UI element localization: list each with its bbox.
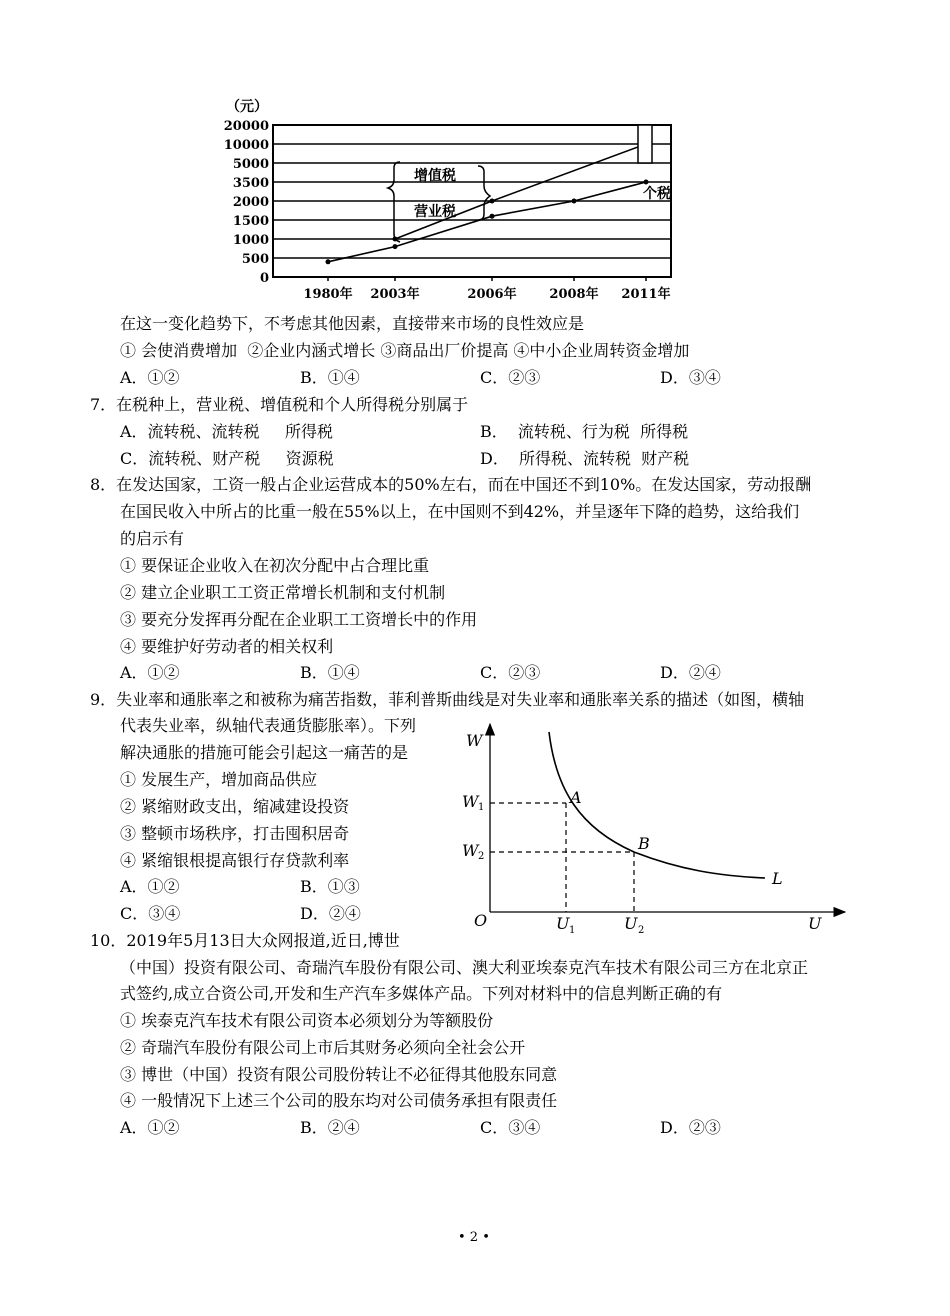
q9-option-a: A．①② (120, 877, 180, 896)
brace-box-2011 (638, 125, 652, 163)
q10-option-d: D．②③ (660, 1118, 721, 1137)
y-tick-labels (224, 119, 269, 286)
q6-option-b: B．①④ (300, 368, 360, 387)
phillips-curve (549, 732, 765, 878)
y-tick-label: 20000 (223, 119, 269, 134)
q8-stem-line1: 8．在发达国家，工资一般占企业运营成本的50%左右，而在中国还不到10%。在发达国家，劳动报酬 (90, 475, 812, 494)
q10-item-4: ④ 一般情况下上述三个公司的股东均对公司债务承担有限责任 (120, 1091, 558, 1110)
y-tick-label: 0 (259, 271, 269, 286)
label-geshui: 个税 (643, 186, 671, 202)
data-point (572, 199, 577, 204)
y-tick-label: 1500 (232, 214, 269, 229)
q7-option-b: B． 流转税、行为税 所得税 (480, 422, 689, 441)
origin-label: O (474, 911, 488, 930)
q7-stem: 7．在税种上，营业税、增值税和个人所得税分别属于 (90, 395, 469, 414)
axis-label-w: W (466, 731, 483, 750)
q6-option-c: C．②③ (480, 368, 541, 387)
x-tick-label: 1980年 (303, 287, 353, 302)
y-tick-label: 5000 (232, 157, 269, 172)
q9-option-c: C．③④ (120, 904, 181, 923)
q10-item-2: ② 奇瑞汽车股份有限公司上市后其财务必须向全社会公开 (120, 1038, 526, 1057)
label-u1: U (556, 914, 570, 933)
point-a-label: A (570, 788, 582, 807)
label-w1: W (462, 792, 479, 811)
q8-option-d: D．②④ (660, 663, 721, 682)
q8-option-c: C．②③ (480, 663, 541, 682)
q10-item-3: ③ 博世（中国）投资有限公司股份转让不必征得其他股东同意 (120, 1065, 558, 1084)
q8-stem-line2: 在国民收入中所占的比重一般在55%以上，在中国则不到42%，并呈逐年下降的趋势，这给我们 (120, 502, 800, 521)
q8-option-a: A．①② (120, 663, 180, 682)
q9-option-d: D．②④ (300, 904, 361, 923)
x-tick-label: 2003年 (370, 287, 420, 302)
q10-stem-line2: （中国）投资有限公司、奇瑞汽车股份有限公司、澳大利亚埃泰克汽车技术有限公司三方在北京正 (120, 958, 809, 977)
page-number: • 2 • (458, 1230, 490, 1245)
q10-option-c: C．③④ (480, 1118, 541, 1137)
q9-item-3: ③ 整顿市场秩序，打击囤积居奇 (120, 824, 350, 843)
sub-u2: 2 (638, 925, 645, 936)
y-tick-label: 10000 (223, 138, 269, 153)
point-b-label: B (638, 834, 650, 853)
q10-option-b: B．②④ (300, 1118, 360, 1137)
q6-option-d: D．③④ (660, 368, 721, 387)
q8-stem-line3: 的启示有 (120, 529, 185, 548)
q9-option-b: B．①③ (300, 877, 360, 896)
y-tick-label: 2000 (232, 195, 269, 210)
q7-option-d: D． 所得税、流转税 财产税 (480, 449, 690, 468)
q10-item-1: ① 埃泰克汽车技术有限公司资本必须划分为等额股份 (120, 1011, 494, 1030)
q6-stem: 在这一变化趋势下，不考虑其他因素，直接带来市场的良性效应是 (120, 314, 585, 333)
q10-stem-line3: 式签约,成立合资公司,开发和生产汽车多媒体产品。下列对材料中的信息判断正确的有 (120, 984, 723, 1003)
q8-item-3: ③ 要充分发挥再分配在企业职工工资增长中的作用 (120, 610, 478, 629)
label-u2: U (624, 914, 638, 933)
x-tick-label: 2011年 (621, 287, 671, 302)
q8-item-4: ④ 要维护好劳动者的相关权利 (120, 637, 334, 656)
x-tick-label: 2008年 (549, 287, 599, 302)
q7-option-c: C．流转税、财产税 资源税 (120, 449, 334, 468)
chart-unit-label: （元） (226, 99, 268, 115)
label-zengzhi: 增值税 (414, 168, 456, 184)
data-point (393, 244, 398, 249)
brace-right (478, 166, 490, 220)
sub-w1: 1 (478, 802, 485, 813)
q8-item-2: ② 建立企业职工工资正常增长机制和支付机制 (120, 583, 446, 602)
sub-w2: 2 (478, 851, 485, 862)
q7-option-a: A．流转税、流转税 所得税 (120, 422, 333, 441)
dashed-guides (490, 803, 634, 912)
axis-label-u: U (808, 914, 822, 933)
data-point (644, 180, 649, 185)
q8-item-1: ① 要保证企业收入在初次分配中占合理比重 (120, 556, 430, 575)
y-tick-label: 3500 (232, 176, 269, 191)
q8-option-b: B．①④ (300, 663, 360, 682)
label-w2: W (462, 841, 479, 860)
q10-option-a: A．①② (120, 1118, 180, 1137)
y-tick-label: 500 (241, 252, 269, 267)
data-point (326, 259, 331, 264)
data-point (490, 214, 495, 219)
brace-yingye (394, 200, 400, 242)
q10-stem-line1: 10．2019年5月13日大众网报道,近日,博世 (90, 931, 400, 950)
brace-zengzhi (388, 162, 400, 200)
sub-u1: 1 (569, 925, 576, 936)
series-lines (326, 142, 649, 265)
curve-label-l: L (772, 869, 783, 888)
q6-option-a: A．①② (120, 368, 180, 387)
q9-item-4: ④ 紧缩银根提高银行存贷款利率 (120, 851, 350, 870)
q9-stem-line1: 9．失业率和通胀率之和被称为痛苦指数，菲利普斯曲线是对失业率和通胀率关系的描述（如图，横轴 (90, 690, 805, 709)
q9-item-2: ② 紧缩财政支出，缩减建设投资 (120, 797, 350, 816)
q6-items: ① 会使消费增加 ②企业内涵式增长 ③商品出厂价提高 ④中小企业周转资金增加 (120, 341, 690, 360)
x-tick-label: 2006年 (467, 287, 517, 302)
q9-item-1: ① 发展生产，增加商品供应 (120, 770, 318, 789)
grid-lines (273, 144, 671, 258)
label-yingye: 营业税 (414, 204, 456, 220)
data-point (490, 199, 495, 204)
y-tick-label: 1000 (232, 233, 269, 248)
q9-stem-line3: 解决通胀的措施可能会引起这一痛苦的是 (120, 743, 409, 762)
x-tick-labels (303, 277, 670, 302)
q9-stem-line2: 代表失业率，纵轴代表通货膨胀率）。下列 (120, 716, 417, 735)
tax-chart (0, 0, 950, 310)
